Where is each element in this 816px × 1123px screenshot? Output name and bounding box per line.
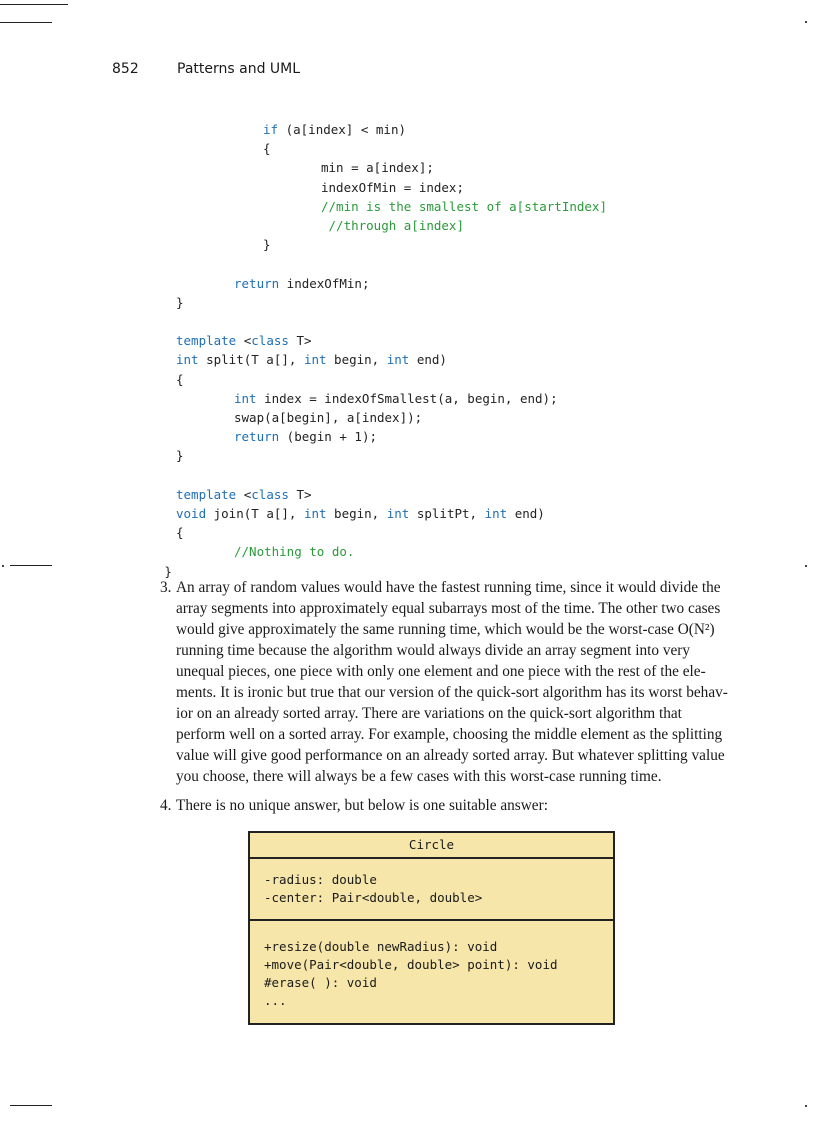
code-line bbox=[263, 139, 271, 158]
uml-attributes bbox=[250, 857, 613, 919]
uml-operation: ... bbox=[264, 993, 287, 1008]
code-keyword: return bbox=[234, 275, 280, 291]
code-text: split(T a[], bbox=[198, 352, 304, 368]
crop-mark bbox=[0, 22, 52, 23]
code-text: { bbox=[176, 525, 184, 541]
code-line bbox=[176, 350, 447, 369]
code-text: (begin + 1); bbox=[279, 429, 377, 445]
code-keyword: return bbox=[234, 429, 280, 445]
uml-class-diagram bbox=[248, 831, 615, 1025]
code-text: join(T a[], bbox=[206, 506, 304, 521]
crop-mark bbox=[10, 1105, 52, 1106]
answer-line: perform well on a sorted array. For example, choosing the middle element as the splitting bbox=[176, 726, 723, 743]
code-keyword: if bbox=[263, 122, 279, 137]
answer-line: would give approximately the same running time, which would be the worst-case O(N²) bbox=[176, 621, 715, 638]
code-line bbox=[321, 178, 464, 197]
code-line bbox=[176, 293, 184, 312]
uml-operation: +move(Pair<double, double> point): void bbox=[264, 957, 558, 972]
answer-line: you choose, there will always be a few cases with this worst-case running time. bbox=[176, 768, 662, 785]
code-keyword: int bbox=[386, 352, 410, 368]
code-line bbox=[321, 216, 464, 235]
registration-dot bbox=[2, 565, 4, 567]
code-keyword: int bbox=[386, 506, 410, 521]
code-keyword: int bbox=[484, 506, 508, 521]
code-keyword: int bbox=[303, 352, 327, 368]
uml-operation: +resize(double newRadius): void bbox=[264, 939, 498, 954]
code-text: indexOfMin; bbox=[279, 275, 370, 291]
code-text: } bbox=[164, 563, 172, 579]
code-keyword: class bbox=[251, 333, 289, 349]
page-number: 852 bbox=[112, 61, 139, 77]
code-comment: //through a[index] bbox=[321, 218, 464, 233]
code-text: indexOfMin = index; bbox=[321, 179, 464, 195]
answer-text bbox=[176, 795, 640, 816]
code-line bbox=[176, 370, 184, 389]
code-text: } bbox=[176, 294, 184, 310]
answer-text bbox=[176, 577, 728, 787]
code-text: index = indexOfSmallest(a, begin, end); bbox=[256, 390, 558, 406]
answer-item bbox=[160, 577, 728, 787]
code-text: T> bbox=[288, 486, 312, 502]
answers-section bbox=[160, 577, 728, 816]
code-line bbox=[321, 158, 434, 177]
code-line bbox=[234, 542, 354, 561]
code-line bbox=[321, 197, 607, 216]
code-line bbox=[234, 274, 369, 293]
code-line bbox=[176, 504, 545, 523]
registration-dot bbox=[805, 1105, 807, 1107]
code-line bbox=[176, 523, 184, 542]
code-text: } bbox=[176, 448, 184, 464]
code-line bbox=[176, 446, 184, 465]
code-line bbox=[176, 331, 312, 350]
uml-operation: #erase( ): void bbox=[264, 975, 377, 990]
answer-line: array segments into approximately equal subarrays most of the time. The other two cases bbox=[176, 600, 721, 617]
code-line bbox=[263, 235, 271, 254]
answer-line: value will give good performance on an already sorted array. But whatever splitting value bbox=[176, 747, 725, 764]
code-keyword: int bbox=[234, 390, 257, 406]
code-text: end) bbox=[409, 352, 447, 368]
code-text: begin, bbox=[326, 352, 387, 368]
crop-mark bbox=[10, 565, 52, 566]
uml-operations bbox=[250, 919, 613, 1023]
crop-mark bbox=[0, 4, 68, 5]
answer-number: 3. bbox=[160, 579, 172, 596]
running-title: Patterns and UML bbox=[177, 61, 301, 77]
uml-attribute: -radius: double bbox=[264, 872, 377, 887]
registration-dot bbox=[805, 21, 807, 23]
answer-line: ior on an already sorted array. There are variations on the quick-sort algorithm that bbox=[176, 705, 682, 722]
answer-line: ments. It is ironic but true that our version of the quick-sort algorithm has its worst behav- bbox=[176, 684, 728, 701]
answer-line: running time because the algorithm would always divide an array segment into very bbox=[176, 642, 690, 659]
code-text: < bbox=[236, 486, 252, 502]
code-keyword: int bbox=[303, 506, 327, 521]
code-comment: //Nothing to do. bbox=[234, 544, 355, 560]
code-line bbox=[234, 389, 558, 408]
code-line bbox=[234, 408, 422, 427]
code-text: splitPt, bbox=[409, 506, 485, 521]
registration-dot bbox=[805, 565, 807, 567]
answer-line: unequal pieces, one piece with only one element and one piece with the rest of the ele- bbox=[176, 663, 706, 680]
uml-class-name: Circle bbox=[408, 837, 455, 852]
code-line bbox=[176, 485, 312, 504]
code-keyword: void bbox=[176, 506, 207, 521]
code-keyword: class bbox=[251, 486, 289, 502]
code-keyword: template bbox=[176, 333, 237, 349]
code-text: begin, bbox=[326, 506, 387, 521]
code-line bbox=[234, 427, 377, 446]
answer-number: 4. bbox=[160, 797, 172, 814]
code-text: { bbox=[176, 371, 184, 387]
code-text: T> bbox=[288, 333, 312, 349]
answer-line: An array of random values would have the fastest running time, since it would divide the bbox=[176, 579, 721, 596]
uml-attribute: -center: Pair<double, double> bbox=[264, 890, 483, 905]
code-text: < bbox=[236, 333, 252, 349]
code-text: { bbox=[263, 141, 271, 157]
code-text: swap(a[begin], a[index]); bbox=[234, 410, 423, 425]
answer-line: There is no unique answer, but below is one suitable answer: bbox=[176, 797, 548, 814]
code-text: (a[index] < min) bbox=[278, 122, 406, 137]
code-text: } bbox=[263, 237, 271, 253]
code-text: min = a[index]; bbox=[321, 160, 434, 176]
code-keyword: template bbox=[176, 486, 237, 502]
code-line bbox=[263, 120, 406, 139]
answer-item bbox=[160, 795, 640, 816]
code-keyword: int bbox=[176, 352, 199, 368]
code-text: end) bbox=[507, 506, 545, 521]
code-comment: //min is the smallest of a[startIndex] bbox=[321, 198, 607, 214]
